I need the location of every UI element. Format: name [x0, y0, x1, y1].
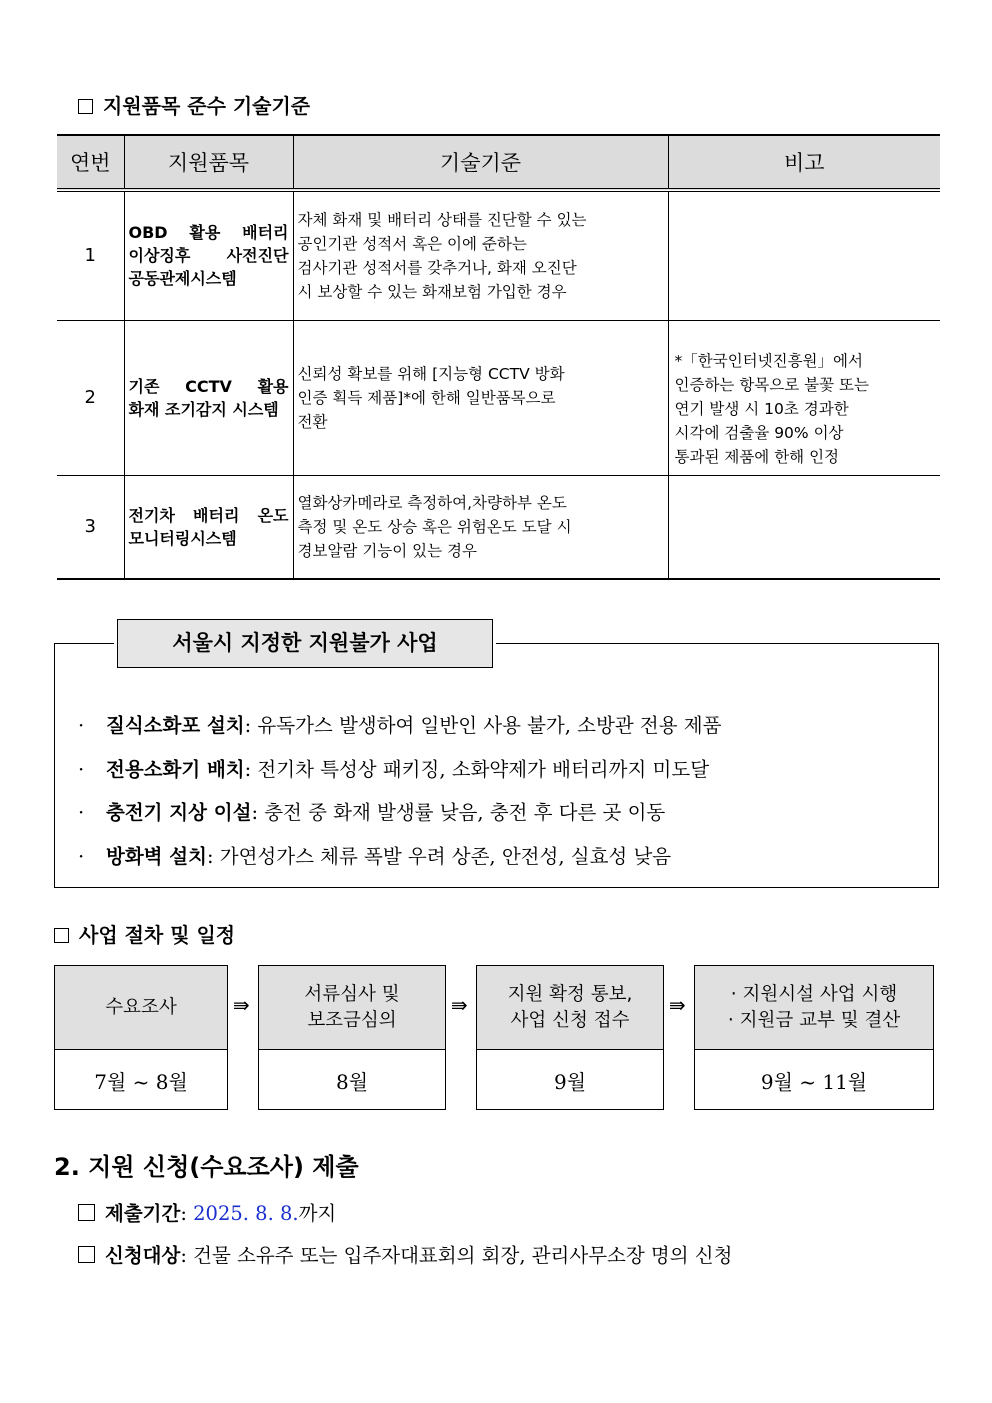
arrow-right-icon: ⇛: [233, 993, 250, 1017]
checkbox-square-icon: [54, 928, 69, 943]
section-procedure-heading: 사업 절차 및 일정: [54, 919, 235, 948]
table-row: [57, 475, 940, 579]
flow-step-label: 지원 확정 통보, 사업 신청 접수: [477, 966, 663, 1050]
flow-step-label: · 지원시설 사업 시행 · 지원금 교부 및 결산: [695, 966, 933, 1050]
section2-title: 2. 지원 신청(수요조사) 제출: [54, 1153, 359, 1181]
row-no: 3: [57, 475, 124, 579]
checkbox-square-icon: [78, 99, 93, 114]
flow-step-execute: [694, 965, 934, 1110]
deadline-line: 제출기간: 2025. 8. 8.까지: [78, 1198, 336, 1226]
deadline-date: 2025. 8. 8.: [193, 1202, 299, 1225]
flow-step-period: 7월 ~ 8월: [94, 1069, 188, 1094]
row-note: [668, 475, 940, 579]
header-note: 비고: [668, 135, 940, 190]
section-tech-heading: 지원품목 준수 기술기준: [78, 90, 310, 119]
row-note: [668, 190, 940, 320]
row-standard: 자체 화재 및 배터리 상태를 진단할 수 있는 공인기관 성적서 혹은 이에 준하는 검사기관 성적서를 갖추거나, 화재 오진단 시 보상할 수 있는 화재보험 가입한 경우: [293, 190, 668, 320]
flow-step-period: 8월: [335, 1069, 369, 1094]
list-item: · 충전기 지상 이설: 충전 중 화재 발생률 낮음, 충전 후 다른 곳 이동: [78, 801, 666, 824]
flow-step-survey: [54, 965, 228, 1110]
header-item: 지원품목: [124, 135, 293, 190]
seoul-unsupported-title: 서울시 지정한 지원불가 사업: [117, 619, 493, 668]
flow-step-confirm: [476, 965, 664, 1110]
row-item: OBD 활용 배터리 이상징후 사전진단 공동관제시스템: [124, 190, 293, 320]
checkbox-square-icon: [78, 1246, 95, 1263]
row-standard: 열화상카메라로 측정하여,차량하부 온도 측정 및 온도 상승 혹은 위험온도 도달 시 경보알람 기능이 있는 경우: [293, 475, 668, 579]
flow-step-label: 수요조사: [55, 966, 227, 1050]
flow-step-period: 9월 ~ 11월: [760, 1069, 868, 1094]
row-note: *「한국인터넷진흥원」에서 인증하는 항목으로 불꽃 또는 연기 발생 시 10초 경과한 시각에 검출율 90% 이상 통과된 제품에 한해 인정: [668, 320, 940, 475]
seoul-unsupported-list: [78, 704, 721, 878]
flow-step-period: 9월: [553, 1069, 587, 1094]
header-no: 연번: [57, 135, 124, 190]
row-no: 2: [57, 320, 124, 475]
header-standard: 기술기준: [293, 135, 668, 190]
list-item: · 방화벽 설치: 가연성가스 체류 폭발 우려 상존, 안전성, 실효성 낮음: [78, 844, 672, 868]
table-header-row: [57, 135, 940, 190]
row-no: 1: [57, 190, 124, 320]
checkbox-square-icon: [78, 1204, 95, 1221]
table-row: [57, 320, 940, 475]
row-standard: 신뢰성 확보를 위해 [지능형 CCTV 방화 인증 획득 제품]*에 한해 일반품목으로 전환: [293, 320, 668, 475]
arrow-right-icon: ⇛: [669, 993, 686, 1017]
target-line: 신청대상: 건물 소유주 또는 입주자대표회의 회장, 관리사무소장 명의 신청: [78, 1240, 732, 1268]
row-item: 전기차 배터리 온도 모니터링시스템: [124, 475, 293, 579]
list-item: · 질식소화포 설치: 유독가스 발생하여 일반인 사용 불가, 소방관 전용 제품: [78, 714, 722, 737]
list-item: · 전용소화기 배치: 전기차 특성상 패키징, 소화약제가 배터리까지 미도달: [78, 757, 710, 781]
flow-step-label: 서류심사 및 보조금심의: [259, 966, 445, 1050]
row-item: 기존 CCTV 활용 화재 조기감지 시스템: [124, 320, 293, 475]
flow-step-review: [258, 965, 446, 1110]
arrow-right-icon: ⇛: [451, 993, 468, 1017]
table-row: [57, 190, 940, 320]
tech-standards-table: [57, 134, 940, 580]
